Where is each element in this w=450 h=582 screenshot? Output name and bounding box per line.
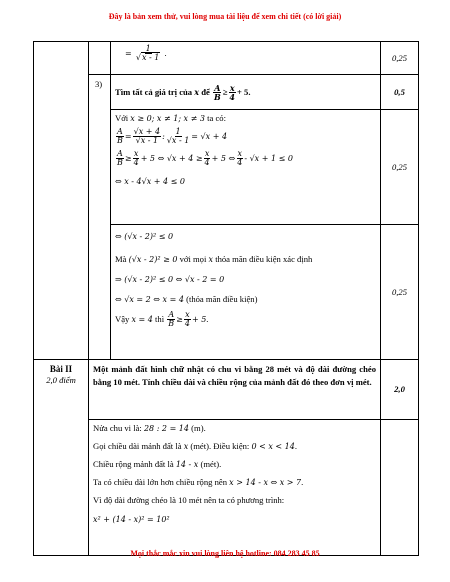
- solution-expr: ⇔ √x = 2 ⇔ x = 4: [115, 295, 184, 304]
- variable-x: x: [194, 86, 200, 97]
- condition-expr: x ≥ 0; x ≠ 1; x ≠ 3: [130, 114, 205, 123]
- equals-sign: =: [125, 48, 132, 58]
- for-all-text: với mọi: [179, 254, 207, 264]
- inequality-chain-3: - √x + 1 ≤ 0: [244, 153, 293, 163]
- answer-cell: Với x ≥ 0; x ≠ 1; x ≠ 3 ta có: $\frac{A}{B}$ = $\frac{√x + 4}{√x - 1}$ : $\frac{1}{√x - 1}$ = √x + 4 $\frac{A}{B}$ ≥ $\frac{x}{4}$ + 5 ⇔ √x + 4 ≥ $\frac{x}{4}$ + 5 ⇔ $\frac{x}{4}$ - √x + 1 ≤ 0 ⇔ x - 4√x + 4 ≤ 0: [111, 110, 381, 225]
- result-expr: = √x + 4: [191, 131, 228, 141]
- solution-cell: Nửa chu vi là: 28 : 2 = 14 (m). Gọi chiều dài mảnh đất là x (mét). Điều kiện: 0 < x < 14. Chiều rộng mảnh đất là 14 - x (mét). Ta có chiều dài lớn hơn chiều rộng nên x > 14 - x ⇔ x > 7. Vì độ dài đường chéo là 10 mét nên ta có phương trình: x² + (14 - x)² = 10²: [89, 420, 381, 556]
- inequality-chain-2: + 5 ⇔: [211, 153, 236, 163]
- comparison-label: Ta có chiều dài lớn hơn chiều rộng nên: [93, 477, 228, 487]
- equals-sign: =: [124, 131, 132, 141]
- table-row: [34, 420, 419, 556]
- bai-score: 2,0 điểm: [46, 375, 76, 386]
- half-perimeter-label: Nửa chu vi là:: [93, 423, 142, 433]
- width-label: Chiều rộng mảnh đất là: [93, 459, 174, 469]
- points-cell-empty: [381, 420, 419, 556]
- fraction-denominator: x - 1: [141, 53, 160, 63]
- ta-co-label: ta có:: [207, 113, 226, 123]
- inequality-chain: + 5 ⇔ √x + 4 ≥: [140, 153, 203, 163]
- points-cell: 2,0: [381, 360, 419, 420]
- question-cell: Tìm tất cả giá trị của x để $\frac{A}{B}$ ≥ $\frac{x}{4}$ + 5.: [111, 75, 381, 110]
- question-text: Tìm tất cả giá trị của: [115, 86, 193, 97]
- conclusion-label: Vậy: [115, 313, 130, 324]
- hotline-notice: Mọi thắc mắc xin vui lòng liên hệ hotline: 084 283 45 85: [130, 549, 320, 558]
- conclusion-value: x = 4: [131, 314, 153, 324]
- points-cell: 0,25: [381, 225, 419, 360]
- period: .: [301, 477, 304, 487]
- table-row: [34, 360, 419, 420]
- preview-notice: Đây là bản xem thử, vui lòng mua tài liệu để xem chi tiết (có lời giải): [108, 12, 342, 21]
- question-number: 3): [89, 75, 111, 360]
- equation-expr: x² + (14 - x)² = 10²: [93, 514, 170, 524]
- conclusion-then: thì: [155, 313, 165, 324]
- unit-label: (m).: [191, 423, 206, 433]
- bai-column-empty: [34, 42, 89, 360]
- period: .: [248, 86, 251, 97]
- inequality-sign: ≥: [222, 86, 228, 97]
- domain-text: thỏa mãn điều kiện xác định: [215, 254, 313, 264]
- condition-label: (mét). Điều kiện:: [190, 441, 250, 451]
- unit-label: (mét).: [200, 459, 222, 469]
- diagonal-statement: Vì độ dài đường chéo là 10 mét nên ta có phương trình:: [93, 495, 285, 505]
- length-label: Gọi chiều dài mảnh đất là: [93, 441, 182, 451]
- width-expr: 14 - x: [175, 460, 199, 469]
- nonneg-expr: (√x - 2)² ≥ 0: [128, 255, 178, 264]
- bai-title: Bài II: [49, 364, 73, 374]
- fraction-numerator: 1: [145, 44, 151, 53]
- half-perimeter-expr: 28 : 2 = 14: [143, 424, 189, 433]
- comparison-expr: x > 14 - x ⇔ x > 7: [229, 478, 302, 487]
- answer-cell: ⇔ (√x - 2)² ≤ 0 Mà (√x - 2)² ≥ 0 với mọi x thỏa mãn điều kiện xác định ⇒ (√x - 2)² ≤ 0 ⇔ √x - 2 = 0 ⇔ √x = 2 ⇔ x = 4 (thỏa mãn điều kiện) Vậy x = 4 thì $\frac{A}{B}$ ≥ $\frac{x}{4}$ + 5.: [111, 225, 381, 360]
- condition-expr: 0 < x < 14: [251, 442, 295, 451]
- table-row: [34, 75, 419, 110]
- answer-cell: = $\frac{1}{√x - 1}$ .: [111, 42, 381, 75]
- answer-table: [33, 41, 419, 556]
- points-cell: 0,25: [381, 42, 419, 75]
- plus-five: + 5: [237, 86, 249, 97]
- problem-statement: Một mảnh đất hình chữ nhật có chu vi bằng 28 mét và độ dài đường chéo bằng 10 mét. Tính chiều dài và chiều rộng của mảnh đất đó theo đơn vị mét.: [89, 360, 381, 420]
- period: .: [164, 47, 167, 58]
- ma-label: Mà: [115, 254, 127, 264]
- period: .: [294, 441, 297, 451]
- question-text-de: để: [201, 86, 210, 97]
- points-cell: 0,5: [381, 75, 419, 110]
- number-cell-empty: [89, 42, 111, 75]
- equivalent-inequality: ⇔ x - 4√x + 4 ≤ 0: [115, 176, 186, 186]
- table-row: [34, 42, 419, 75]
- period: .: [206, 313, 209, 324]
- points-cell: 0,25: [381, 110, 419, 225]
- colon-sign: :: [162, 131, 165, 141]
- bai-ii-label: [34, 360, 89, 556]
- condition-note: (thỏa mãn điều kiện): [186, 294, 258, 304]
- with-label: Với: [115, 113, 129, 123]
- implication-expr: ⇒ (√x - 2)² ≤ 0 ⇔ √x - 2 = 0: [115, 275, 225, 284]
- squared-inequality: ⇔ (√x - 2)² ≤ 0: [115, 232, 174, 241]
